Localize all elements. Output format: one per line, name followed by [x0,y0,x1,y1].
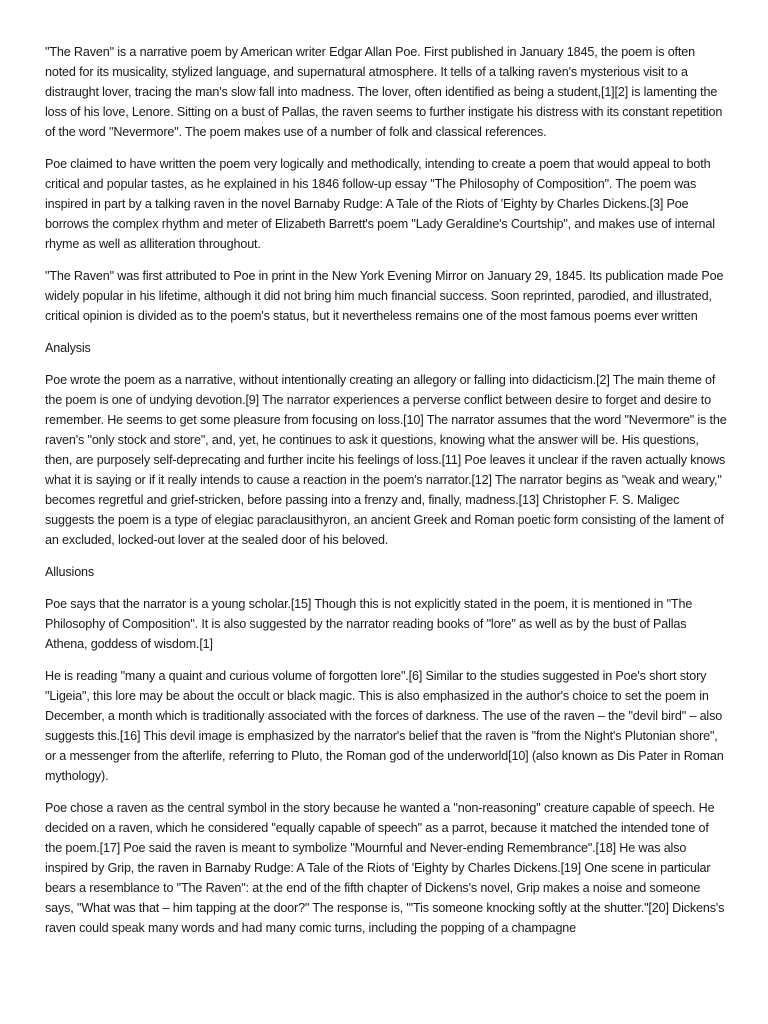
paragraph-composition: Poe claimed to have written the poem very logically and methodically, intending to create a poem that would appeal to both critical and popular tastes, as he explained in his 1846 follow-up essay "The Philosophy of Composition". The poem was inspired in part by a talking raven in the novel Barnaby Rudge: A Tale of the Riots of 'Eighty by Charles Dickens.[3] Poe borrows the complex rhythm and meter of Elizabeth Barrett's poem "Lady Geraldine's Courtship", and makes use of internal rhyme as well as alliteration throughout. [45,157,715,251]
paragraph-lore: He is reading "many a quaint and curious volume of forgotten lore".[6] Similar to the studies suggested in Poe's short story "Ligeia", this lore may be about the occult or black magic. This is also emphasized in the author's choice to set the poem in December, a month which is traditionally associated with the forces of darkness. The use of the raven – the "devil bird" – also suggests this.[16] This devil image is emphasized by the narrator's belief that the raven is "from the Night's Plutonian shore", or a messenger from the afterlife, referring to Pluto, the Roman god of the underworld[10] (also known as Dis Pater in Roman mythology). [45,669,724,783]
paragraph-raven-symbol: Poe chose a raven as the central symbol in the story because he wanted a "non-reasoning" creature capable of speech. He decided on a raven, which he considered "equally capable of speech" as a parrot, because it matched the intended tone of the poem.[17] Poe said the raven is meant to symbolize "Mournful and Never-ending Remembrance".[18] He was also inspired by Grip, the raven in Barnaby Rudge: A Tale of the Riots of 'Eighty by Charles Dickens.[19] One scene in particular bears a resemblance to "The Raven": at the end of the fifth chapter of Dickens's novel, Grip makes a noise and someone says, "What was that – him tapping at the door?" The response is, "'Tis someone knocking softly at the shutter."[20] Dickens's raven could speak many words and had many comic turns, including the popping of a champagne [45,801,725,935]
section-heading-analysis: Analysis [45,341,91,355]
section-heading-allusions: Allusions [45,565,95,579]
paragraph-analysis: Poe wrote the poem as a narrative, without intentionally creating an allegory or falling into didacticism.[2] The main theme of the poem is one of undying devotion.[9] The narrator experiences a perverse conflict between desire to forget and desire to remember. He seems to get some pleasure from focusing on loss.[10] The narrator assumes that the word "Nevermore" is the raven's "only stock and store", and, yet, he continues to ask it questions, knowing what the answer will be. His questions, then, are purposely self-deprecating and further incite his feelings of loss.[11] Poe leaves it unclear if the raven actually knows what it is saying or if it really intends to cause a reaction in the poem's narrator.[12] The narrator begins as "weak and weary," becomes regretful and grief-stricken, before passing into a frenzy and, finally, madness.[13] Christopher F. S. Maligec suggests the poem is a type of elegiac paraclausithyron, an ancient Greek and Roman poetic form consisting of the lament of an excluded, locked-out lover at the sealed door of his beloved. [45,373,727,547]
paragraph-intro: "The Raven" is a narrative poem by American writer Edgar Allan Poe. First published in January 1845, the poem is often noted for its musicality, stylized language, and supernatural atmosphere. It tells of a talking raven's mysterious visit to a distraught lover, tracing the man's slow fall into madness. The lover, often identified as being a student,[1][2] is lamenting the loss of his love, Lenore. Sitting on a bust of Pallas, the raven seems to further instigate his distress with its constant repetition of the word "Nevermore". The poem makes use of a number of folk and classical references. [45,45,723,139]
paragraph-publication: "The Raven" was first attributed to Poe in print in the New York Evening Mirror on January 29, 1845. Its publication made Poe widely popular in his lifetime, although it did not bring him much financial success. Soon reprinted, parodied, and illustrated, critical opinion is divided as to the poem's status, but it nevertheless remains one of the most famous poems ever written [45,269,724,323]
document-body [45,42,727,950]
paragraph-scholar: Poe says that the narrator is a young scholar.[15] Though this is not explicitly stated in the poem, it is mentioned in "The Philosophy of Composition". It is also suggested by the narrator reading books of "lore" as well as by the bust of Pallas Athena, goddess of wisdom.[1] [45,597,693,651]
